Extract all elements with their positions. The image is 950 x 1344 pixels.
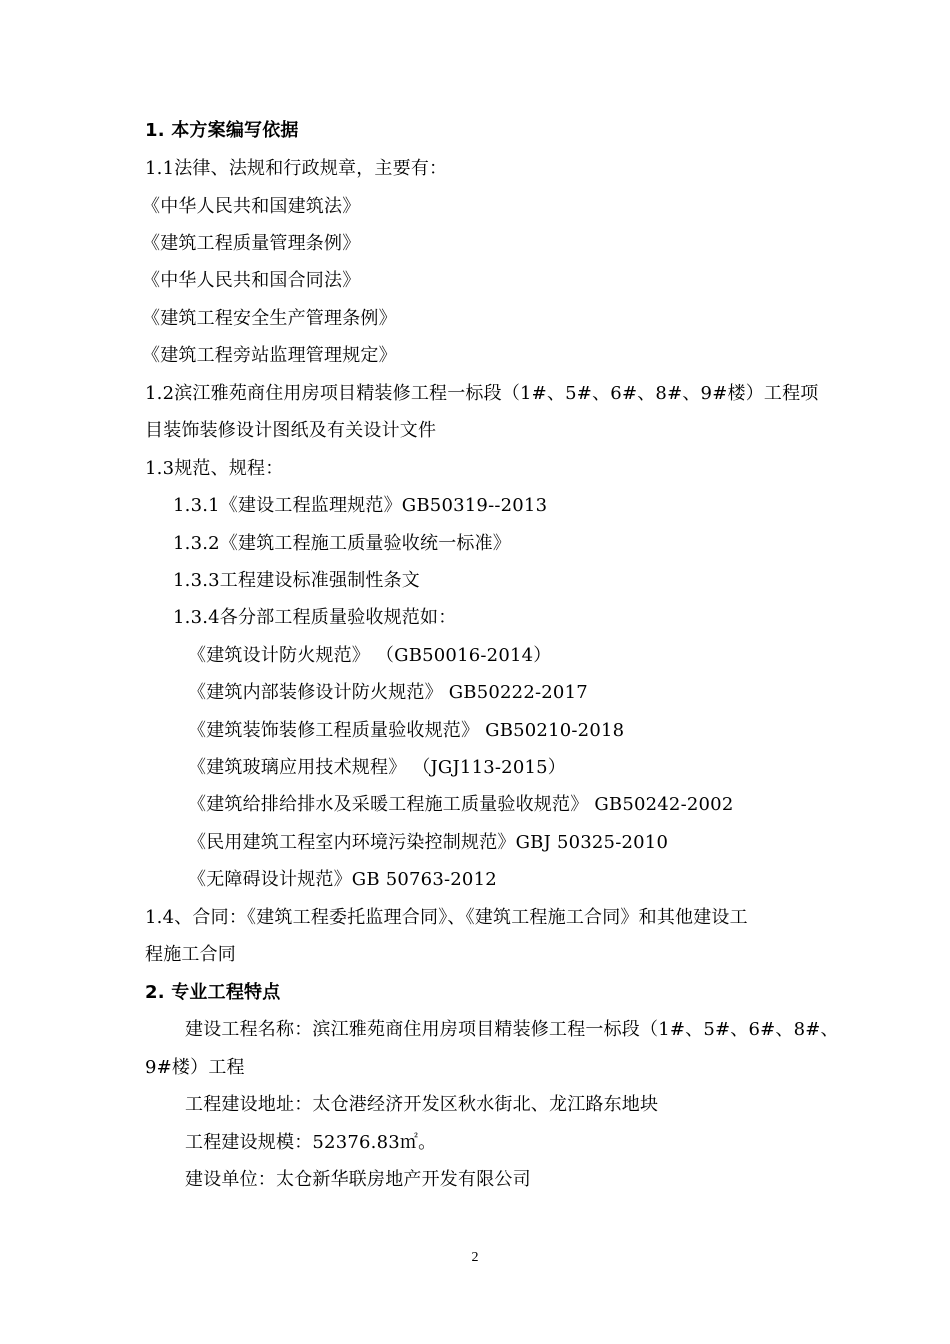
project-address: 工程建设地址：太仓港经济开发区秋水街北、龙江路东地块 — [185, 1094, 659, 1115]
section-1-heading: 1. 本方案编写依据 — [145, 120, 299, 141]
project-owner: 建设单位：太仓新华联房地产开发有限公司 — [185, 1169, 531, 1190]
standard-item: 《建筑给排给排水及采暖工程施工质量验收规范》 GB50242-2002 — [188, 794, 734, 815]
clause-1-2-line2: 目装饰装修设计图纸及有关设计文件 — [145, 420, 437, 441]
clause-1-3-item: 1.3.4各分部工程质量验收规范如： — [173, 607, 457, 628]
standard-item: 《建筑设计防火规范》 （GB50016-2014） — [188, 645, 552, 666]
clause-1-2-line1: 1.2滨江雅苑商住用房项目精装修工程一标段（1#、5#、6#、8#、9#楼）工程项 — [145, 383, 819, 404]
clause-1-4-line1: 1.4、合同：《建筑工程委托监理合同》、《建筑工程施工合同》和其他建设工 — [145, 907, 748, 928]
project-name-line1: 建设工程名称：滨江雅苑商住用房项目精装修工程一标段（1#、5#、6#、8#、 — [185, 1019, 839, 1040]
standard-item: 《建筑装饰装修工程质量验收规范》 GB50210-2018 — [188, 720, 625, 741]
clause-1-3-item: 1.3.2《建筑工程施工质量验收统一标准》 — [173, 533, 511, 554]
law-item: 《中华人民共和国合同法》 — [142, 270, 361, 291]
project-name-line2: 9#楼）工程 — [145, 1057, 245, 1078]
standard-item: 《建筑内部装修设计防火规范》 GB50222-2017 — [188, 682, 588, 703]
clause-1-3: 1.3规范、规程： — [145, 458, 284, 479]
law-item: 《建筑工程旁站监理管理规定》 — [142, 345, 397, 366]
clause-1-3-item: 1.3.3工程建设标准强制性条文 — [173, 570, 420, 591]
clause-1-4-line2: 程施工合同 — [145, 944, 236, 965]
law-item: 《建筑工程质量管理条例》 — [142, 233, 361, 254]
clause-1-3-item: 1.3.1《建设工程监理规范》GB50319--2013 — [173, 495, 548, 516]
section-2-heading: 2. 专业工程特点 — [145, 982, 281, 1003]
standard-item: 《建筑玻璃应用技术规程》 （JGJ113-2015） — [188, 757, 566, 778]
project-scale: 工程建设规模：52376.83㎡。 — [185, 1132, 437, 1153]
standard-item: 《无障碍设计规范》GB 50763-2012 — [188, 869, 497, 890]
law-item: 《中华人民共和国建筑法》 — [142, 196, 361, 217]
law-item: 《建筑工程安全生产管理条例》 — [142, 308, 397, 329]
standard-item: 《民用建筑工程室内环境污染控制规范》GBJ 50325-2010 — [188, 832, 669, 853]
clause-1-1: 1.1法律、法规和行政规章，主要有： — [145, 158, 448, 179]
page-number: 2 — [471, 1250, 479, 1265]
